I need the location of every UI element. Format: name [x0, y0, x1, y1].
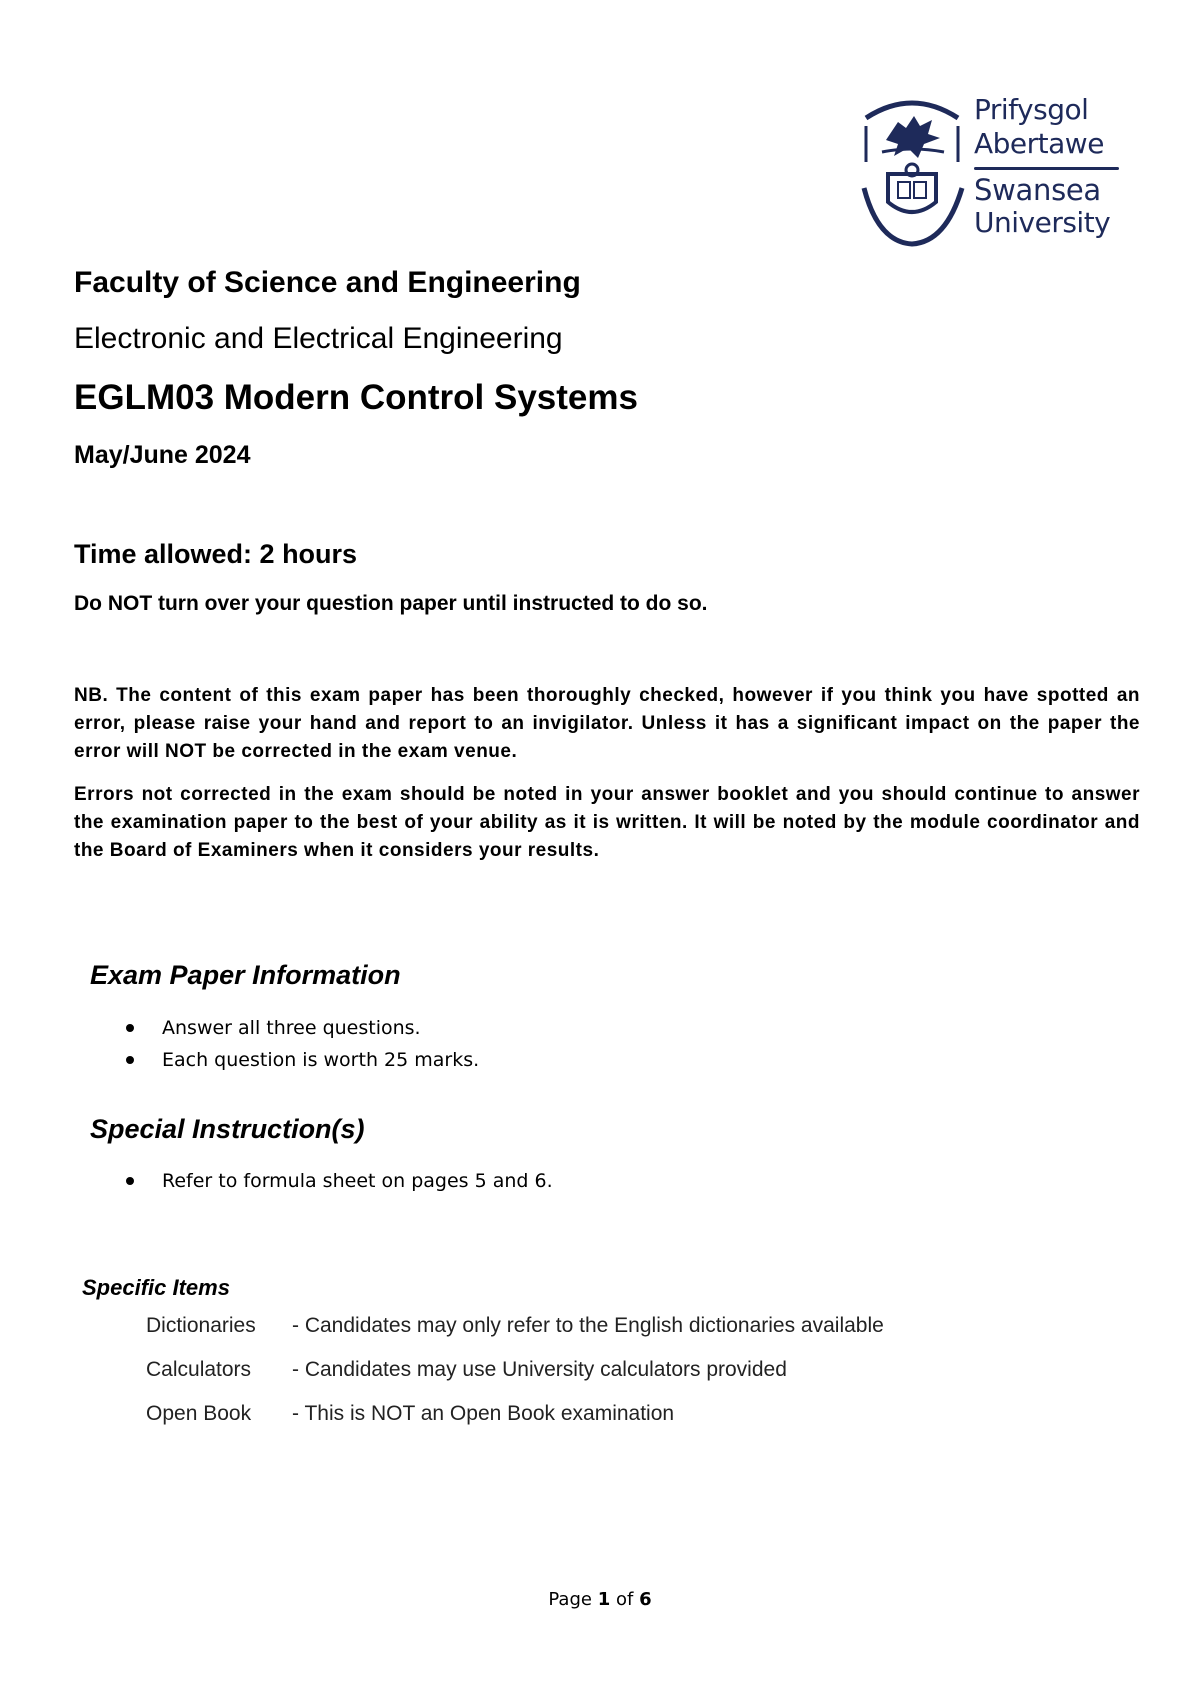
- bullet-icon: [126, 1177, 134, 1185]
- department-heading: Electronic and Electrical Engineering: [74, 322, 563, 355]
- swansea-university-logo: [858, 92, 1130, 250]
- specific-items-table: [146, 1314, 884, 1446]
- faculty-heading: Faculty of Science and Engineering: [74, 266, 581, 299]
- do-not-turn-notice: Do NOT turn over your question paper until instructed to do so.: [74, 592, 708, 615]
- specific-item-row: [146, 1358, 884, 1402]
- time-allowed: Time allowed: 2 hours: [74, 539, 358, 569]
- exam-session: May/June 2024: [74, 441, 251, 469]
- list-item: [126, 1044, 479, 1076]
- special-instructions-list: [126, 1165, 553, 1197]
- list-item: [126, 1012, 479, 1044]
- specific-items-heading: Specific Items: [82, 1275, 230, 1300]
- specific-item-value: - This is NOT an Open Book examination: [292, 1402, 675, 1425]
- special-instructions-heading: Special Instruction(s): [90, 1114, 365, 1144]
- logo-wordmark: [974, 93, 1111, 239]
- specific-item-label: Open Book: [146, 1402, 252, 1425]
- page-footer: [0, 1589, 1200, 1610]
- list-item: [126, 1165, 553, 1197]
- list-item-text: Each question is worth 25 marks.: [162, 1049, 480, 1071]
- logo-line-prifysgol: Prifysgol: [974, 93, 1089, 126]
- module-title: EGLM03 Modern Control Systems: [74, 378, 638, 417]
- specific-item-label: Calculators: [146, 1358, 252, 1381]
- specific-item-label: Dictionaries: [146, 1314, 256, 1337]
- logo-line-swansea: Swansea: [974, 173, 1101, 207]
- specific-item-row: [146, 1314, 884, 1358]
- logo-line-university: University: [974, 206, 1111, 239]
- bullet-icon: [126, 1056, 134, 1064]
- list-item-text: Answer all three questions.: [162, 1017, 421, 1039]
- bullet-icon: [126, 1024, 134, 1032]
- exam-info-heading: Exam Paper Information: [90, 960, 401, 990]
- list-item-text: Refer to formula sheet on pages 5 and 6.: [162, 1170, 553, 1192]
- logo-line-abertawe: Abertawe: [974, 127, 1104, 160]
- crest-icon: [858, 92, 968, 250]
- specific-item-value: - Candidates may only refer to the English dictionaries available: [292, 1314, 884, 1337]
- page-total: 6: [639, 1589, 652, 1610]
- of-word: of: [615, 1589, 634, 1610]
- errors-not-corrected-notice: Errors not corrected in the exam should be noted in your answer booklet and you should continue to answer the examination paper to the best of your ability as it is written. It will be noted by the module coordinator and the Board of Examiners when it considers your results.: [74, 784, 1140, 861]
- exam-info-list: [126, 1012, 479, 1076]
- nb-error-notice: NB. The content of this exam paper has been thoroughly checked, however if you think you have spotted an error, please raise your hand and report to an invigilator. Unless it has a significant impact on the paper the error will NOT be corrected in the exam venue.: [74, 685, 1140, 762]
- page-word: Page: [548, 1589, 592, 1610]
- specific-item-value: - Candidates may use University calculators provided: [292, 1358, 787, 1381]
- page-number: 1: [597, 1589, 611, 1610]
- specific-item-row: [146, 1402, 884, 1446]
